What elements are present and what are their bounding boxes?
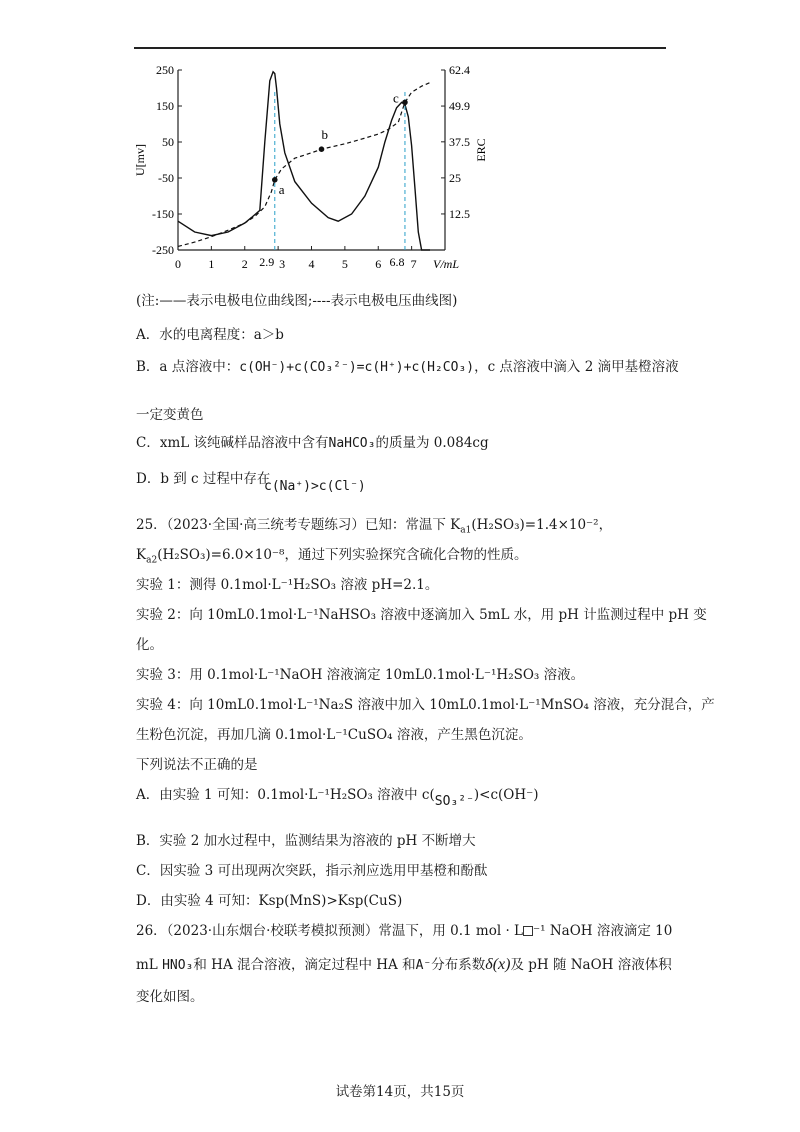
bottom-tick-label: 5 <box>341 257 348 271</box>
q25-ka1-sub: a1 <box>460 525 472 536</box>
q25-exp-2a: 实验 2：向 10mL0.1mol·L⁻¹NaHSO₃ 溶液中逐滴加入 5mL 水，用 pH 计监测过程中 pH 变 <box>136 607 707 623</box>
charge-balance-formula: c(OH⁻)+c(CO₃²⁻)=c(H⁺)+c(H₂CO₃) <box>239 360 475 375</box>
marked-x-label: 2.9 <box>259 255 275 269</box>
option-24-a: A．水的电离程度：a＞b <box>136 327 284 343</box>
q26-line-3: 变化如图。 <box>136 989 204 1005</box>
q26-line-2-b: 和 HA 混合溶液，滴定过程中 HA 和 <box>193 957 416 973</box>
q25-line-2-tail: (H₂SO₃)=6.0×10⁻⁸，通过下列实验探究含硫化合物的性质。 <box>157 547 528 563</box>
y-left-axis-label: U[mv] <box>133 144 147 176</box>
option-24-b-prefix: B．a 点溶液中： <box>136 359 240 375</box>
right-tick-label: 12.5 <box>449 206 470 221</box>
q25-line-2-pre: K <box>136 547 147 563</box>
x-axis-label: V/mL <box>433 257 460 271</box>
bottom-tick-label: 1 <box>208 257 215 271</box>
q26-line-2 <box>136 956 672 975</box>
q25-option-a <box>136 786 539 809</box>
left-tick-label: -250 <box>152 243 174 257</box>
point-a <box>272 177 278 183</box>
so3-formula: SO₃²⁻ <box>434 794 474 809</box>
right-tick-label: 37.5 <box>449 134 470 149</box>
q25-option-b: B．实验 2 加水过程中，监测结果为溶液的 pH 不断增大 <box>136 833 476 849</box>
right-tick-label: 49.9 <box>449 99 470 114</box>
option-24-b <box>136 358 679 377</box>
option-24-b-cont: 一定变黄色 <box>136 407 204 423</box>
chart-ticks <box>133 63 488 271</box>
q25-exp-4b: 生粉色沉淀，再加几滴 0.1mol·L⁻¹CuSO₄ 溶液，产生黑色沉淀。 <box>136 727 532 743</box>
q25-line-1 <box>136 516 612 540</box>
option-24-d-prefix: D．b 到 c 过程中存在 <box>136 471 271 487</box>
option-24-d <box>136 470 270 488</box>
q26-line-2-c: 分布系数 <box>431 957 486 973</box>
q26-line-2-d: 及 pH 随 NaOH 溶液体积 <box>510 957 672 973</box>
left-tick-label: -50 <box>158 171 174 185</box>
q25-line-1-text: 25．（2023·全国·高三统考专题练习）已知：常温下 K <box>136 517 461 533</box>
option-24-c-prefix: C．xmL 该纯碱样品溶液中含有 <box>136 435 329 451</box>
y-right-axis-label: ERC <box>474 138 488 162</box>
point-b <box>319 146 325 152</box>
nahco3-formula: NaHCO₃ <box>328 436 376 451</box>
left-tick-label: 50 <box>162 135 174 149</box>
point-label-c: c <box>392 90 399 106</box>
q26-line-1-b: ⁻¹ NaOH 溶液滴定 10 <box>533 923 673 939</box>
top-rule <box>134 47 666 49</box>
q25-option-c: C．因实验 3 可出现两次突跃，指示剂应选用甲基橙和酚酞 <box>136 863 488 879</box>
hno3-formula: HNO₃ <box>162 958 194 973</box>
page-footer: 试卷第14页，共15页 <box>335 1084 465 1100</box>
marked-x-label: 6.8 <box>389 255 405 269</box>
q25-option-d: D．由实验 4 可知：Ksp(MnS)>Ksp(CuS) <box>136 893 403 909</box>
delta-formula: δ(x) <box>485 956 511 973</box>
q25-exp-4a: 实验 4：向 10mL0.1mol·L⁻¹Na₂S 溶液中加入 10mL0.1mol·L⁻¹MnSO₄ 溶液，充分混合，产 <box>136 697 715 713</box>
bottom-tick-label: 4 <box>308 257 315 271</box>
option-24-b-suffix: ，c 点溶液中滴入 2 滴甲基橙溶液 <box>474 359 679 375</box>
right-tick-label: 25 <box>449 170 461 185</box>
na-cl-formula: c(Na⁺)>c(Cl⁻) <box>264 479 366 494</box>
point-label-b: b <box>321 127 329 143</box>
chart-marks <box>259 90 407 269</box>
q25-line-2 <box>136 546 527 570</box>
left-tick-label: 150 <box>156 99 174 113</box>
bottom-tick-label: 6 <box>375 257 382 271</box>
q25-exp-3: 实验 3：用 0.1mol·L⁻¹NaOH 溶液滴定 10mL0.1mol·L⁻¹H₂SO₃ 溶液。 <box>136 667 585 683</box>
q26-line-1-a: 26．（2023·山东烟台·校联考模拟预测）常温下，用 0.1 mol · L <box>136 923 524 939</box>
small-box-icon <box>523 926 533 936</box>
q26-line-1 <box>136 922 672 940</box>
titration-chart <box>130 58 488 290</box>
chart-axes <box>178 70 445 250</box>
a-minus-formula: A⁻ <box>415 958 432 973</box>
left-tick-label: 250 <box>156 63 174 77</box>
q25-stem: 下列说法不正确的是 <box>136 757 258 773</box>
right-tick-label: 62.4 <box>449 63 470 77</box>
bottom-tick-label: 2 <box>241 257 248 271</box>
bottom-tick-label: 7 <box>410 257 417 271</box>
q25-exp-1: 实验 1：测得 0.1mol·L⁻¹H₂SO₃ 溶液 pH=2.1。 <box>136 577 439 593</box>
q25-ka2-sub: a2 <box>146 555 158 566</box>
q25-line-1-tail: (H₂SO₃)=1.4×10⁻²， <box>471 517 613 533</box>
option-24-c-suffix: 的质量为 0.084cg <box>375 435 489 451</box>
option-24-c <box>136 434 489 453</box>
point-c <box>402 100 408 106</box>
q25-exp-2b: 化。 <box>136 637 163 653</box>
bottom-tick-label: 3 <box>279 257 286 271</box>
bottom-tick-label: 0 <box>175 257 181 271</box>
point-label-a: a <box>278 181 285 197</box>
q25-option-a-suffix: )<c(OH⁻) <box>473 787 539 803</box>
voltage-curve <box>178 83 430 247</box>
q26-line-2-a: mL <box>136 957 163 973</box>
left-tick-label: -150 <box>152 207 174 221</box>
q25-option-a-prefix: A．由实验 1 可知：0.1mol·L⁻¹H₂SO₃ 溶液中 c( <box>136 787 435 803</box>
chart-note: (注:——表示电极电位曲线图;----表示电极电压曲线图) <box>136 293 458 309</box>
